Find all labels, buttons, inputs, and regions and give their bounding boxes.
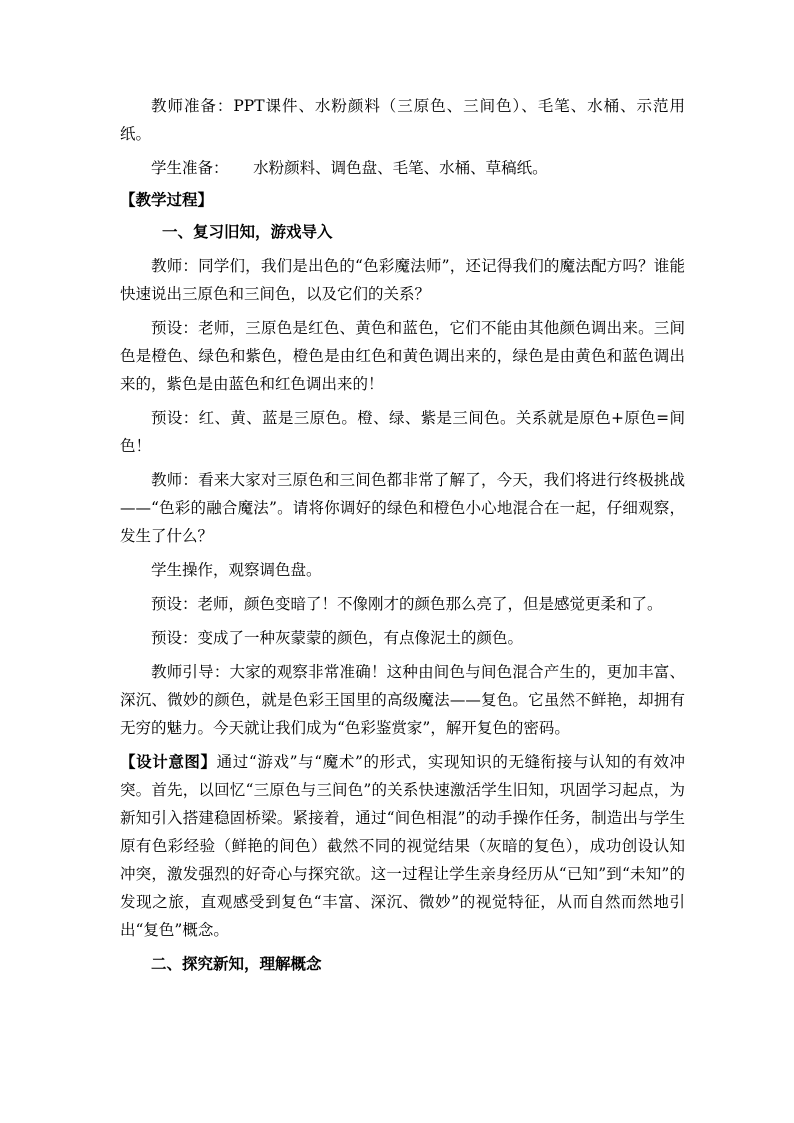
design-intent-text: 通过“游戏”与“魔术”的形式，实现知识的无缝衔接与认知的有效冲突。首先，以回忆“三原色与三间色”的关系快速激活学生旧知，巩固学习起点，为新知引入搭建稳固桥梁。紧接着，通过“间色相混”的动手操作任务，制造出与学生原有色彩经验（鲜艳的间色）截然不同的视觉结果（灰暗的复色），成功创设认知冲突，激发强烈的好奇心与探究欲。这一过程让学生亲身经历从“已知”到“未知”的发现之旅，直观感受到复色“丰富、深沉、微妙”的视觉特征，从而自然而然地引出“复色”概念。 bbox=[120, 753, 685, 939]
teacher-preparation: 教师准备：PPT课件、水粉颜料（三原色、三间色）、毛笔、水桶、示范用纸。 bbox=[120, 97, 685, 143]
paragraph-preset-answer-1: 预设：老师，三原色是红色、黄色和蓝色，它们不能由其他颜色调出来。三间色是橙色、绿色和紫色，橙色是由红色和黄色调出来的，绿色是由黄色和蓝色调出来的，紫色是由蓝色和红色调出来的！ bbox=[120, 319, 685, 393]
step-heading-explore: 二、探究新知，理解概念 bbox=[151, 954, 322, 973]
design-intent-label: 【设计意图】 bbox=[120, 752, 217, 771]
student-preparation bbox=[120, 154, 685, 182]
document-page bbox=[120, 92, 685, 978]
paragraph-student-operation: 学生操作，观察调色盘。 bbox=[151, 561, 322, 579]
paragraph-teacher-question: 教师：同学们，我们是出色的“色彩魔法师”，还记得我们的魔法配方吗？谁能快速说出三原色和三间色，以及它们的关系？ bbox=[120, 257, 685, 303]
design-intent bbox=[120, 748, 685, 944]
section-heading-teaching-process: 【教学过程】 bbox=[120, 190, 214, 209]
paragraph-preset-answer-4: 预设：变成了一种灰蒙蒙的颜色，有点像泥土的颜色。 bbox=[151, 629, 524, 647]
paragraph-teacher-challenge: 教师：看来大家对三原色和三间色都非常了解了，今天，我们将进行终极挑战——“色彩的融合魔法”。请将你调好的绿色和橙色小心地混合在一起，仔细观察，发生了什么？ bbox=[120, 471, 685, 545]
paragraph-preset-answer-2: 预设：红、黄、蓝是三原色。橙、绿、紫是三间色。关系就是原色+原色=间色！ bbox=[120, 409, 685, 455]
step-heading-review: 一、复习旧知，游戏导入 bbox=[162, 222, 333, 241]
student-preparation-label: 学生准备： bbox=[151, 159, 229, 177]
student-preparation-items: 水粉颜料、调色盘、毛笔、水桶、草稿纸。 bbox=[253, 159, 548, 177]
paragraph-preset-answer-3: 预设：老师，颜色变暗了！不像刚才的颜色那么亮了，但是感觉更柔和了。 bbox=[151, 595, 663, 613]
paragraph-teacher-guidance: 教师引导：大家的观察非常准确！这种由间色与间色混合产生的，更加丰富、深沉、微妙的颜色，就是色彩王国里的高级魔法——复色。它虽然不鲜艳，却拥有无穷的魅力。今天就让我们成为“色彩鉴赏家”，解开复色的密码。 bbox=[120, 663, 685, 737]
